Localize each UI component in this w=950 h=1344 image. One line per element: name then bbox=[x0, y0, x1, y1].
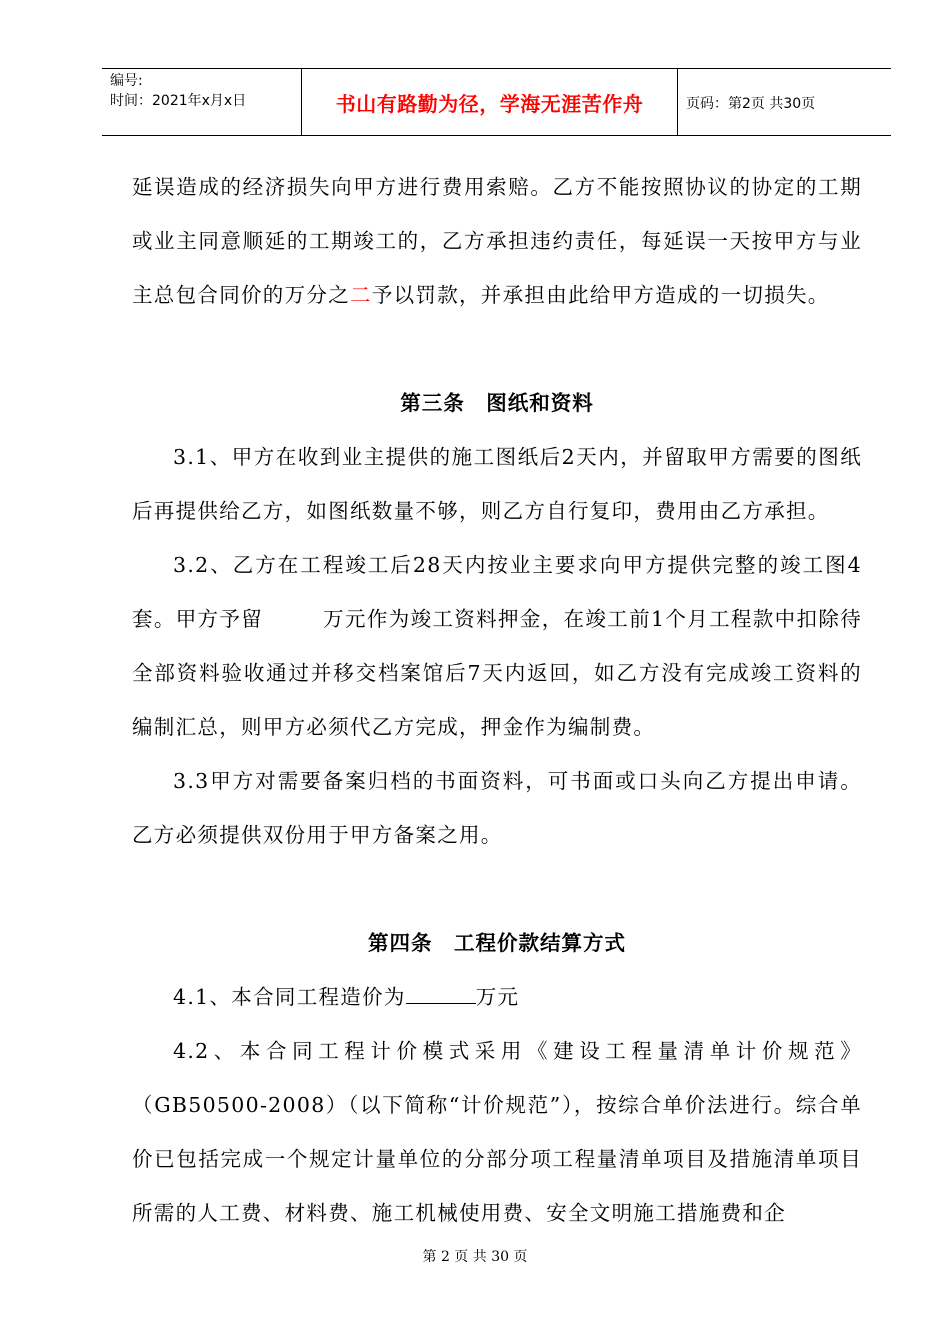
clause-4-2: 4.2、本合同工程计价模式采用《建设工程量清单计价规范》（GB50500-2008）（以下简称“计价规范”），按综合单价法进行。综合单价已包括完成一个规定计量单位的分部分项工程量清单项目及措施清单项目所需的人工费、材料费、施工机械使用费、安全文明施工措施费和企 bbox=[132, 1039, 862, 1225]
document-number-label: 编号: bbox=[110, 73, 143, 89]
blank-line bbox=[406, 985, 476, 1004]
page-footer: 第 2 页 共 30 页 bbox=[422, 1249, 528, 1265]
page-header bbox=[102, 68, 891, 136]
section-3-title: 第三条 图纸和资料 bbox=[400, 391, 594, 415]
document-body bbox=[132, 160, 862, 1240]
section-4-title: 第四条 工程价款结算方式 bbox=[368, 931, 626, 955]
header-divider bbox=[677, 69, 678, 135]
header-page-info: 页码：第2页 共30页 bbox=[686, 96, 816, 112]
clause-3-2: 3.2、乙方在工程竣工后28天内按业主要求向甲方提供完整的竣工图4套。甲方予留 万元作为竣工资料押金，在竣工前1个月工程款中扣除待全部资料验收通过并移交档案馆后7天内返回，如乙方没有完成竣工资料的编制汇总，则甲方必须代乙方完成，押金作为编制费。 bbox=[132, 553, 862, 739]
clause-3-1: 3.1、甲方在收到业主提供的施工图纸后2天内，并留取甲方需要的图纸后再提供给乙方，如图纸数量不够，则乙方自行复印，费用由乙方承担。 bbox=[132, 445, 862, 523]
header-meta bbox=[110, 71, 300, 111]
clause-3-3: 3.3甲方对需要备案归档的书面资料，可书面或口头向乙方提出申请。乙方必须提供双份用于甲方备案之用。 bbox=[132, 769, 862, 847]
paragraph-delay-penalty: 延误造成的经济损失向甲方进行费用索赔。乙方不能按照协议的协定的工期或业主同意顺延的工期竣工的，乙方承担违约责任，每延误一天按甲方与业主总包合同价的万分之二予以罚款，并承担由此给甲方造成的一切损失。 bbox=[132, 175, 862, 307]
header-motto: 书山有路勤为径，学海无涯苦作舟 bbox=[335, 91, 644, 116]
clause-4-1: 4.1、本合同工程造价为 万元 bbox=[173, 985, 520, 1009]
highlighted-text: 二 bbox=[350, 283, 372, 307]
document-time-label: 时间：2021年x月x日 bbox=[110, 93, 247, 109]
